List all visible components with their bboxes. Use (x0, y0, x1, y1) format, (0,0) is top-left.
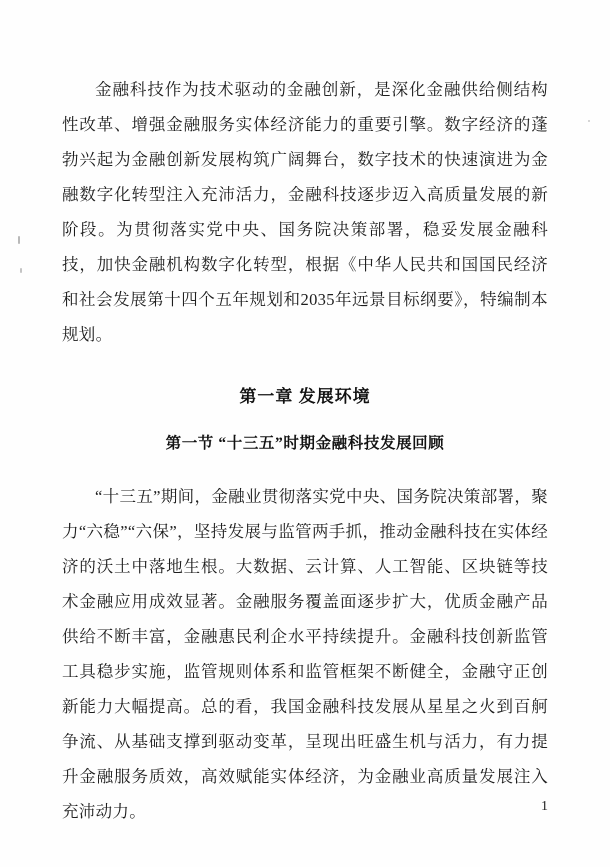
page-number: 1 (541, 799, 548, 814)
scan-artifact-speck (18, 236, 20, 244)
intro-paragraph: 金融科技作为技术驱动的金融创新，是深化金融供给侧结构性改革、增强金融服务实体经济能力的重要引擎。数字经济的蓬勃兴起为金融创新发展构筑广阔舞台，数字技术的快速演进为金融数字化转型注入充沛活力，金融科技逐步迈入高质量发展的新阶段。为贯彻落实党中央、国务院决策部署，稳妥发展金融科技，加快金融机构数字化转型，根据《中华人民共和国国民经济和社会发展第十四个五年规划和2035年远景目标纲要》，特编制本规划。 (62, 80, 548, 344)
scan-artifact-speck (20, 268, 22, 273)
section-paragraph: “十三五”期间，金融业贯彻落实党中央、国务院决策部署，聚力“六稳”“六保”，坚持发展与监管两手抓，推动金融科技在实体经济的沃土中落地生根。大数据、云计算、人工智能、区块链等技术金融应用成效显著。金融服务覆盖面逐步扩大，优质金融产品供给不断丰富，金融惠民利企水平持续提升。金融科技创新监管工具稳步实施，监管规则体系和监管框架不断健全，金融守正创新能力大幅提高。总的看，我国金融科技发展从星星之火到百舸争流、从基础支撑到驱动变革，呈现出旺盛生机与活力，有力提升金融服务质效，高效赋能实体经济，为金融业高质量发展注入充沛动力。 (62, 487, 548, 821)
document-body (62, 72, 548, 352)
scan-artifact-speck (588, 120, 590, 122)
chapter-heading: 第一章 发展环境 (239, 387, 371, 406)
section-body (62, 479, 548, 829)
section-heading: 第一节 “十三五”时期金融科技发展回顾 (165, 435, 445, 452)
